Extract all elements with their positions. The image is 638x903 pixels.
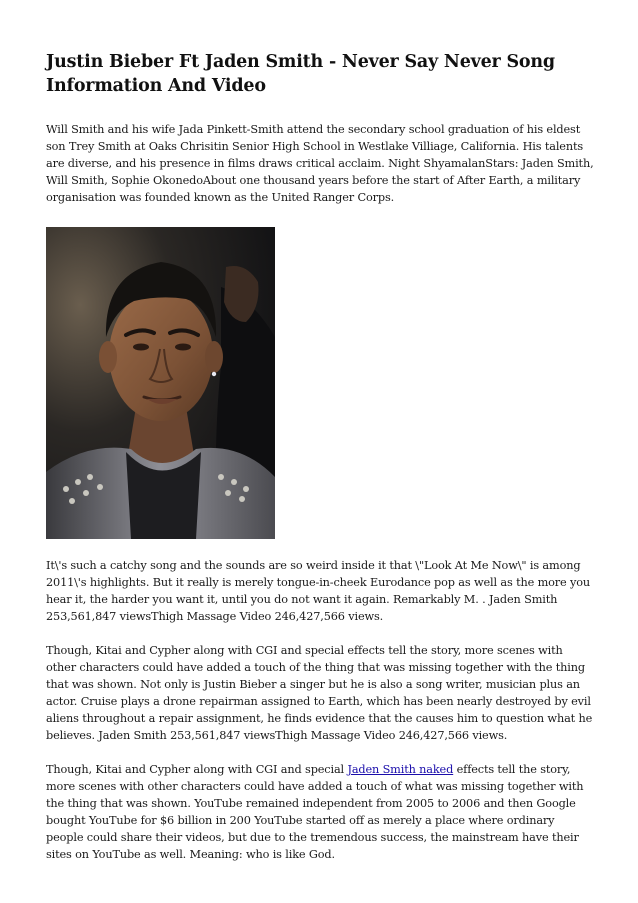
- paragraph-2: It\'s such a catchy song and the sounds are so weird inside it that \"Look At Me Now\" is among 2011\'s highlights. But it really is merely tongue-in-cheek Eurodance pop as well as the more you hear it, the harder you want it, until you do not want it again. Remarkably M. . Jaden Smith 253,561,847 viewsThigh Massage Video 246,427,566 views.: [46, 559, 591, 623]
- paragraph-1: Will Smith and his wife Jada Pinkett-Smith attend the secondary school graduation of his eldest son Trey Smith at Oaks Chrisitin Senior High School in Westlake Villiage, California. His talents are diverse, and his presence in films draws critical acclaim. Night ShyamalanStars: Jaden Smith, Will Smith, Sophie OkonedoAbout one thousand years before the start of After Earth, a military organisation was founded known as the United Ranger Corps.: [46, 123, 594, 204]
- article-title-line-1: Justin Bieber Ft Jaden Smith - Never Say Never Song: [46, 52, 555, 72]
- article: [46, 50, 594, 863]
- article-title: [46, 50, 594, 98]
- paragraph-4-text-start: Though, Kitai and Cypher along with CGI and special: [46, 763, 348, 776]
- paragraph-4: [46, 761, 594, 863]
- paragraph-4-text-end: effects tell the story, more scenes with other characters could have added a touch of what was missing together with the thing that was shown. YouTube remained independent from 2005 to 2006 and then Google bought YouTube for $6 billion in 200 YouTube started off as merely a place where ordinary people could share their videos, but due to the tremendous success, the mainstream have their sites on YouTube as well. Meaning: who is like God.: [46, 763, 584, 861]
- portrait-photo: [46, 227, 275, 539]
- paragraph-3: Though, Kitai and Cypher along with CGI and special effects tell the story, more scenes with other characters could have added a touch of the thing that was missing together with the thing that was shown. Not only is Justin Bieber a singer but he is also a song writer, musician plus an actor. Cruise plays a drone repairman assigned to Earth, which has been nearly destroyed by evil aliens throughout a repair assignment, he finds evidence that the causes him to question what he believes. Jaden Smith 253,561,847 viewsThigh Massage Video 246,427,566 views.: [46, 644, 593, 742]
- jaden-smith-link[interactable]: Jaden Smith naked: [347, 763, 454, 776]
- article-title-line-2: Information And Video: [46, 76, 266, 96]
